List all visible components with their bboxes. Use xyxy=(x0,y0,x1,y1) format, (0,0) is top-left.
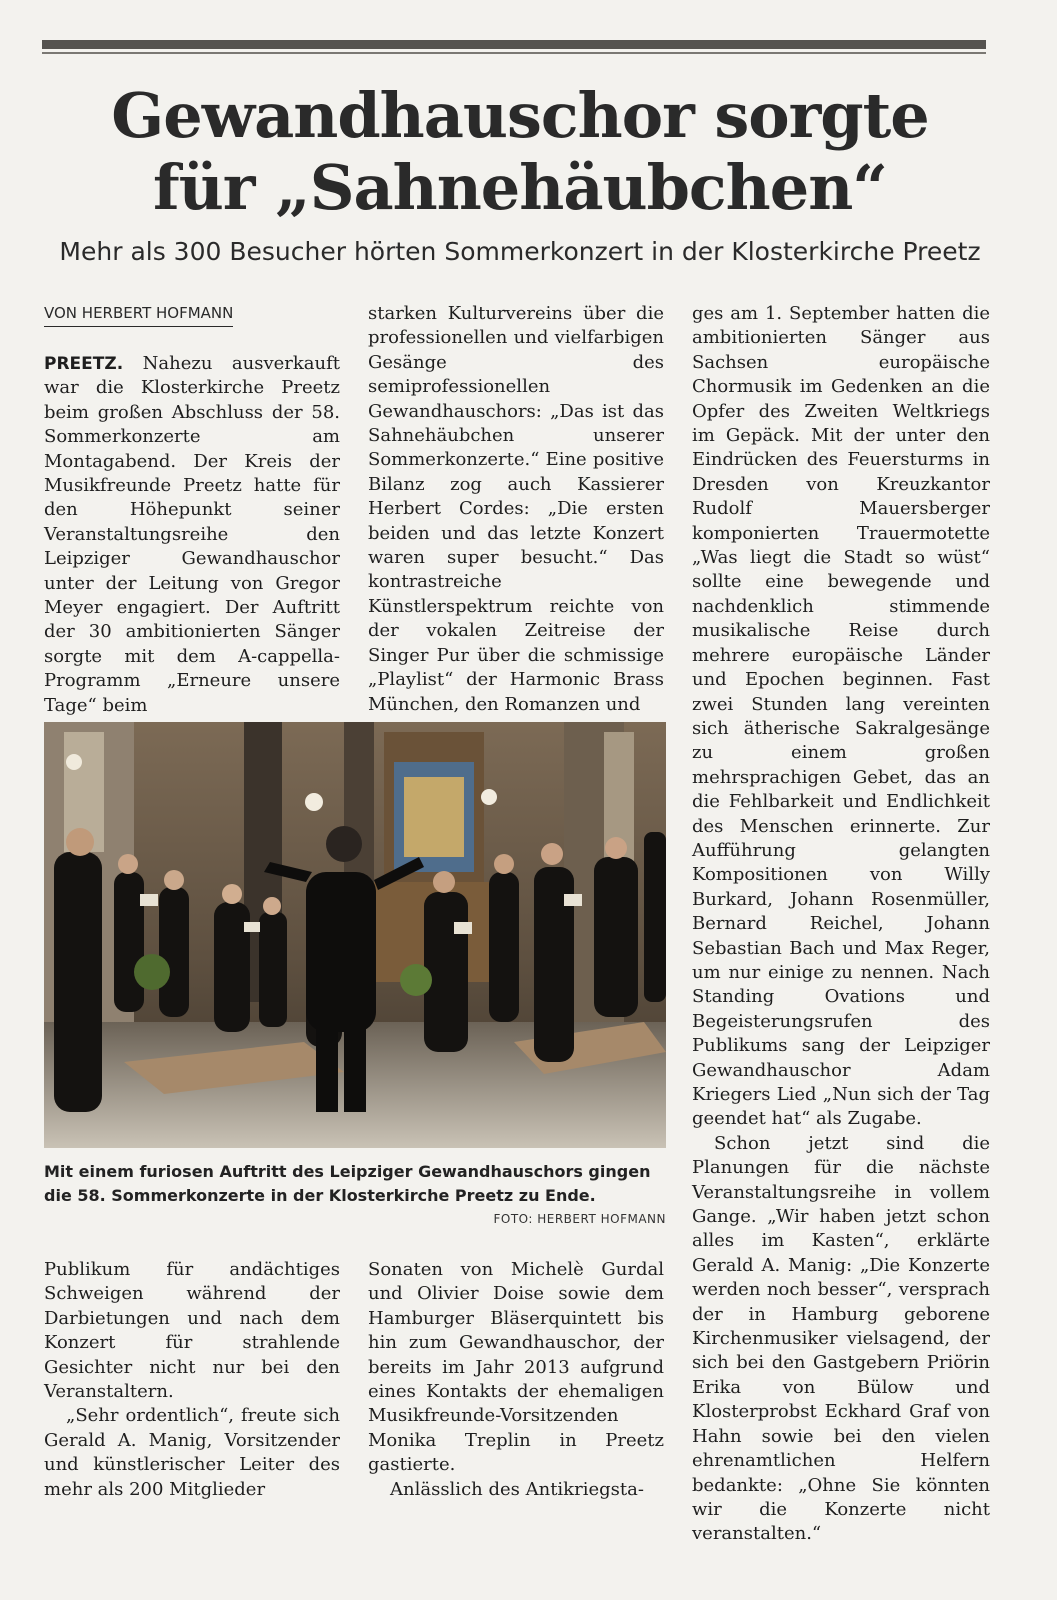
column-2-bottom xyxy=(368,1258,664,1502)
byline: VON HERBERT HOFMANN xyxy=(44,304,233,327)
subheadline: Mehr als 300 Besucher hörten Sommerkonzert in der Klosterkirche Preetz xyxy=(59,237,981,266)
adjacent-column-edge-right xyxy=(1029,10,1057,1310)
dateline: PREETZ. xyxy=(44,354,124,374)
paragraph-text: Nahezu ausverkauft war die Klosterkirche Preetz beim großen Abschluss der 58. Sommerkonzerte am Montagabend. Der Kreis der Musikfreunde Preetz hatte für den Höhepunkt seiner Veranstaltungsreihe den Leipziger Gewandhauschor unter der Leitung von Gregor Meyer engagiert. Der Auftritt der 30 ambitionierten Sänger sorgte mit dem A-cappella-Programm „Erneure unsere Tage“ beim xyxy=(44,353,340,716)
paragraph: „Sehr ordentlich“, freute sich Gerald A. Manig, Vorsitzender und künstlerischer Leiter des mehr als 200 Mitglieder xyxy=(44,1405,340,1500)
headline xyxy=(100,80,940,224)
top-rule xyxy=(42,40,986,49)
paragraph: Publikum für andächtiges Schweigen während der Darbietungen und nach dem Konzert für strahlende Gesichter nicht nur bei den Veranstaltern. xyxy=(44,1259,340,1403)
paragraph xyxy=(44,352,340,718)
top-rule-thin xyxy=(42,52,986,54)
photo-credit: FOTO: HERBERT HOFMANN xyxy=(493,1212,666,1226)
column-2-top xyxy=(368,302,664,717)
photo-caption: Mit einem furiosen Auftritt des Leipziger Gewandhauschors gingen die 58. Sommerkonzerte in der Klosterkirche Preetz zu Ende. xyxy=(44,1162,651,1205)
choir-photo xyxy=(44,722,666,1148)
adjacent-column-edge-left xyxy=(0,30,30,710)
paragraph: starken Kulturvereins über die professionellen und vielfarbigen Gesänge des semiprofessionellen Gewandhauschors: „Das ist das Sahnehäubchen unserer Sommerkonzerte.“ Eine positive Bilanz zog auch Kassierer Herbert Cordes: „Die ersten beiden und das letzte Konzert waren super besucht.“ Das kontrastreiche Künstlerspektrum reichte von der vokalen Zeitreise der Singer Pur über die schmissige „Playlist“ der Harmonic Brass München, den Romanzen und xyxy=(368,303,664,715)
column-1-bottom xyxy=(44,1258,340,1502)
column-3 xyxy=(692,302,990,1547)
headline-line-2: für „Sahnehäubchen“ xyxy=(153,151,887,224)
headline-line-1: Gewandhauschor sorgte xyxy=(111,79,929,152)
choir-photo-illustration xyxy=(44,722,666,1148)
paragraph: Anlässlich des Antikriegsta- xyxy=(390,1478,644,1500)
paragraph: ges am 1. September hatten die ambitionierten Sänger aus Sachsen europäische Chormusik im Gedenken an die Opfer des Zweiten Weltkriegs im Gepäck. Mit der unter den Eindrücken des Feuersturms in Dresden von Kreuzkantor Rudolf Mauersberger komponierten Trauermotette „Was liegt die Stadt so wüst“ sollte eine bewegende und nachdenklich stimmende musikalische Reise durch mehrere europäische Länder und Epochen beginnen. Fast zwei Stunden lang vereinten sich ätherische Sakralgesänge zu einem großen mehrsprachigen Gebet, das an die Fehlbarkeit und Endlichkeit des Menschen erinnerte. Zur Aufführung gelangten Kompositionen von Willy Burkard, Johann Rosenmüller, Bernard Reichel, Johann Sebastian Bach und Max Reger, um nur einige zu nennen. Nach Standing Ovations und Begeisterungsrufen des Publikums sang der Leipziger Gewandhauschor Adam Kriegers Lied „Nun sich der Tag geendet hat“ als Zugabe. xyxy=(692,303,990,1130)
paragraph: Sonaten von Michelè Gurdal und Olivier Doise sowie dem Hamburger Bläserquintett bis hin zum Gewandhauschor, der bereits im Jahr 2013 aufgrund eines Kontakts der ehemaligen Musikfreunde-Vorsitzenden Monika Treplin in Preetz gastierte. xyxy=(368,1259,664,1476)
column-1-top xyxy=(44,352,340,718)
paragraph: Schon jetzt sind die Planungen für die nächste Veranstaltungsreihe in vollem Gange. „Wir haben jetzt schon alles im Kasten“, erklärte Gerald A. Manig: „Die Konzerte werden noch besser“, versprach der in Hamburg geborene Kirchenmusiker vielsagend, der sich bei den Gastgebern Priörin Erika von Bülow und Klosterprobst Eckhard Graf von Hahn sowie bei den vielen ehrenamtlichen Helfern bedankte: „Ohne Sie könnten wir die Konzerte nicht veranstalten.“ xyxy=(692,1132,990,1545)
